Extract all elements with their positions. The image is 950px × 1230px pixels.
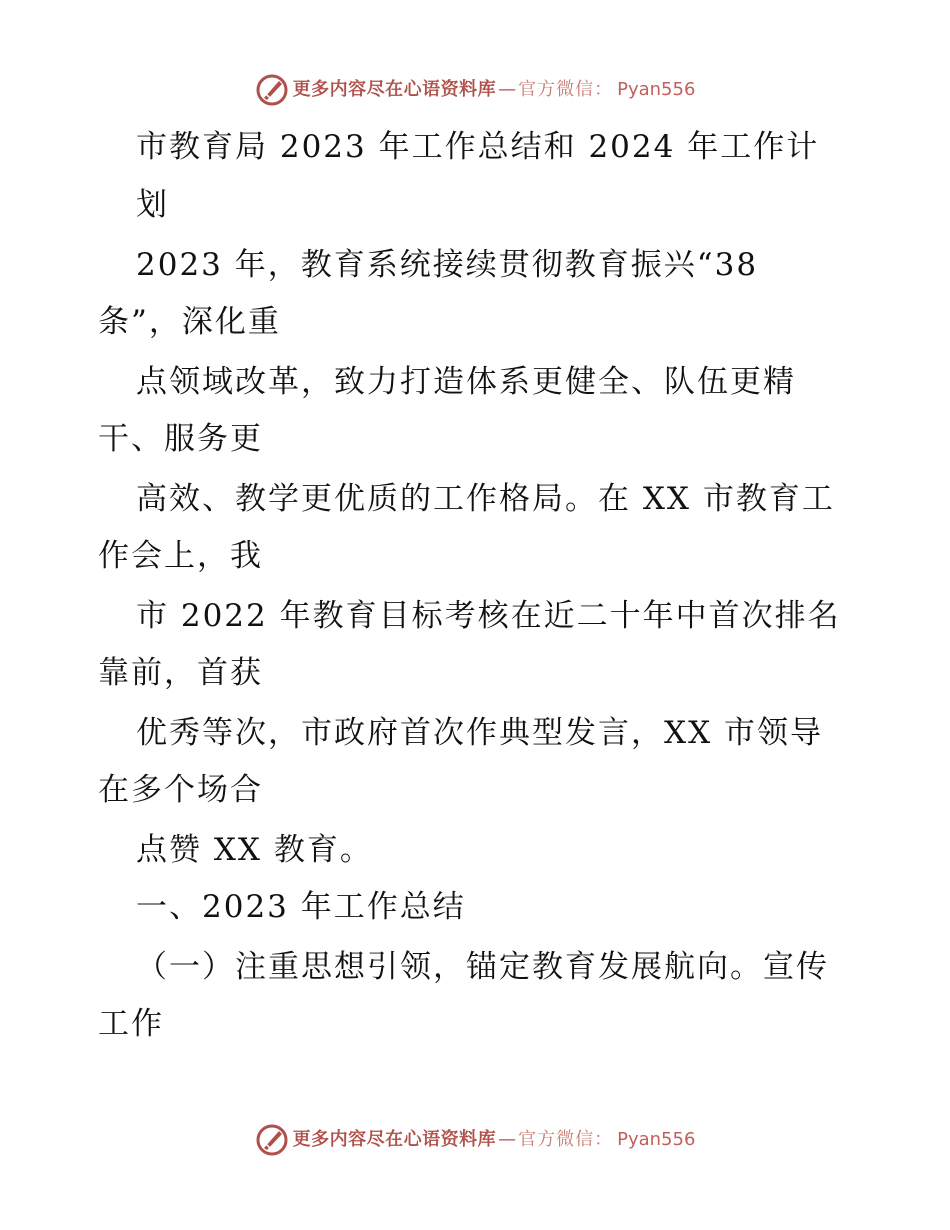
watermark-id: Pyan556 [617, 1129, 696, 1150]
watermark-main-text: 更多内容尽在心语资料库 [292, 1129, 497, 1150]
doc-line-6: 干、服务更 [98, 421, 263, 457]
doc-line-4: 条”，深化重 [98, 304, 281, 340]
section-heading: 一、2023 年工作总结 [136, 889, 466, 925]
doc-title-line-2: 划 [136, 187, 169, 223]
doc-line-8: 作会上，我 [98, 538, 263, 574]
doc-line-11: 优秀等次，市政府首次作典型发言，XX 市领导 [136, 715, 823, 751]
doc-line-12: 在多个场合 [98, 772, 263, 808]
doc-line-16: 工作 [98, 1006, 164, 1042]
doc-title-line-1: 市教育局 2023 年工作总结和 2024 年工作计 [136, 129, 820, 165]
doc-line-13: 点赞 XX 教育。 [136, 832, 373, 868]
feather-pen-logo-icon [255, 1123, 289, 1157]
watermark-main-text: 更多内容尽在心语资料库 [292, 79, 497, 100]
footer-watermark [0, 1120, 950, 1160]
doc-line-10: 靠前，首获 [98, 655, 263, 691]
doc-line-9: 市 2022 年教育目标考核在近二十年中首次排名 [136, 598, 841, 634]
watermark-id: Pyan556 [617, 79, 696, 100]
watermark-sub-text: 官方微信： [518, 1129, 614, 1150]
doc-line-7: 高效、教学更优质的工作格局。在 XX 市教育工 [136, 481, 835, 517]
doc-line-5: 点领域改革，致力打造体系更健全、队伍更精 [136, 364, 796, 400]
doc-line-3: 2023 年，教育系统接续贯彻教育振兴“38 [136, 247, 759, 283]
watermark-sub-text: 官方微信： [518, 79, 614, 100]
subsection-heading: （一）注重思想引领，锚定教育发展航向。宣传 [136, 949, 829, 985]
watermark-dash: — [498, 1129, 517, 1150]
watermark-dash: — [498, 79, 517, 100]
